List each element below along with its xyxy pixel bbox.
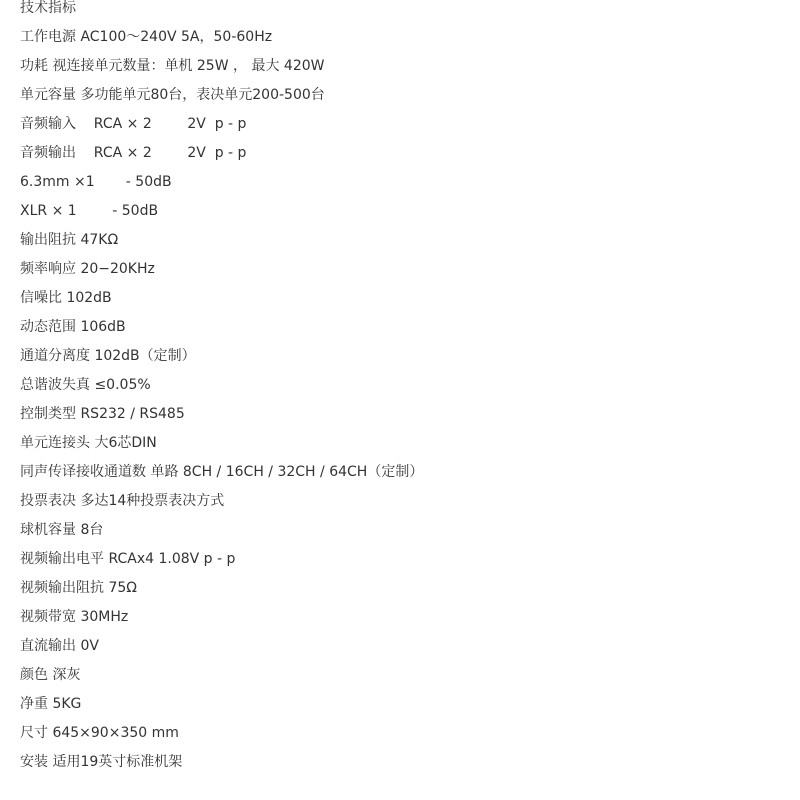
spec-line-video-bandwidth: 视频带宽 30MHz <box>20 609 129 625</box>
spec-line-voting: 投票表决 多达14种投票表决方式 <box>20 493 225 509</box>
spec-line-color: 颜色 深灰 <box>20 667 81 683</box>
spec-line-interpretation-channels: 同声传译接收通道数 单路 8CH / 16CH / 32CH / 64CH（定制） <box>20 464 424 480</box>
spec-list <box>20 0 423 783</box>
spec-line-net-weight: 净重 5KG <box>20 696 82 712</box>
spec-line-frequency-response: 频率响应 20−20KHz <box>20 261 155 277</box>
spec-line-6-3mm: 6.3mm ×1 - 50dB <box>20 174 172 190</box>
spec-line-channel-separation: 通道分离度 102dB（定制） <box>20 348 196 364</box>
spec-line-output-impedance: 输出阻抗 47KΩ <box>20 232 119 248</box>
spec-line-camera-capacity: 球机容量 8台 <box>20 522 104 538</box>
spec-line-dimensions: 尺寸 645×90×350 mm <box>20 725 179 741</box>
spec-line-audio-output: 音频输出 RCA × 2 2V p - p <box>20 145 247 161</box>
spec-line-dynamic-range: 动态范围 106dB <box>20 319 126 335</box>
spec-line-video-output-level: 视频输出电平 RCAx4 1.08V p - p <box>20 551 236 567</box>
spec-line-snr: 信噪比 102dB <box>20 290 112 306</box>
spec-line-installation: 安装 适用19英寸标准机架 <box>20 754 183 770</box>
spec-line-video-output-impedance: 视频输出阻抗 75Ω <box>20 580 137 596</box>
spec-line-unit-connector: 单元连接头 大6芯DIN <box>20 435 157 451</box>
spec-line-power-supply: 工作电源 AC100～240V 5A，50-60Hz <box>20 29 273 45</box>
spec-line-power-consumption: 功耗 视连接单元数量：单机 25W ， 最大 420W <box>20 58 325 74</box>
spec-line-xlr: XLR × 1 - 50dB <box>20 203 159 219</box>
spec-heading: 技术指标 <box>20 0 76 16</box>
spec-line-thd: 总谐波失真 ≤0.05% <box>20 377 151 393</box>
spec-line-unit-capacity: 单元容量 多功能单元80台，表决单元200-500台 <box>20 87 325 103</box>
spec-line-dc-output: 直流输出 0V <box>20 638 99 654</box>
spec-line-audio-input: 音频输入 RCA × 2 2V p - p <box>20 116 247 132</box>
spec-line-control-type: 控制类型 RS232 / RS485 <box>20 406 185 422</box>
